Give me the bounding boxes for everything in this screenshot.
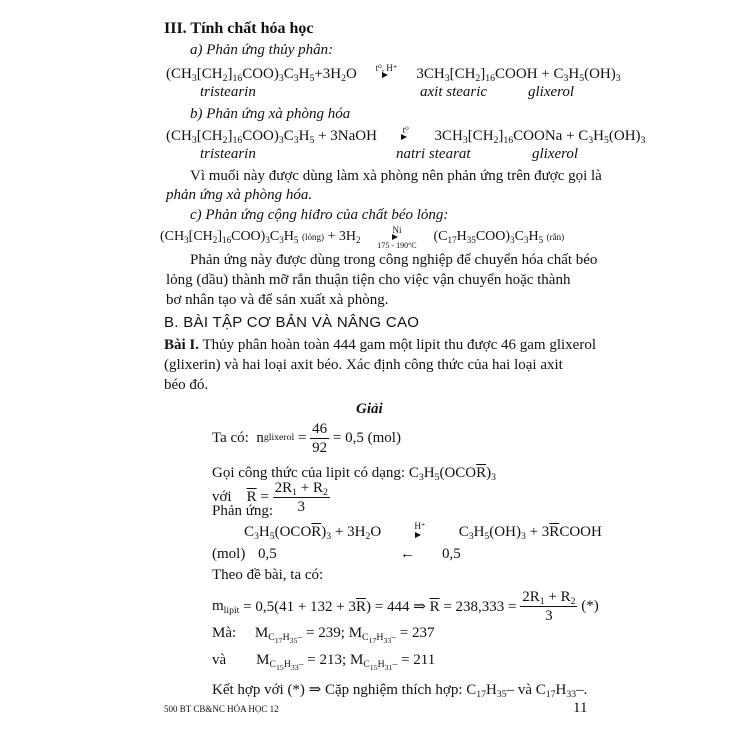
- equation-a: $(CH_3[CH_2]_{16}COO)_3C_3H_5+3H_2O$ t⁰, H⁺ $3CH_3[CH_2]_{16}COOH + C_3H_5(OH)_3$: [166, 62, 621, 84]
- solution-title: Giải: [356, 401, 383, 417]
- theo-de-bai: Theo đề bài, ta có:: [212, 567, 324, 583]
- bai1-line-2: (glixerin) và hai loại axit béo. Xác định công thức của hai loại axit: [164, 357, 563, 373]
- ket-hop-line: Kết hợp với (*) ⇒ Cặp nghiệm thích hợp: $C_{17}H_{35}-$ và $C_{17}H_{33}-$.: [212, 682, 588, 700]
- equation-c-rhs: $(C_{17}H_{35}COO)_3C_3H_5$ (rắn): [433, 229, 565, 245]
- paragraph-b-line-1: Vì muối này được dùng làm xà phòng nên phản ứng trên được gọi là: [190, 168, 602, 184]
- name-tristearin-b: tristearin: [200, 146, 256, 162]
- mol-arrow: ←: [400, 546, 415, 562]
- fraction-46-92: $\frac{46}{92}$: [312, 420, 328, 456]
- bai1-line-3: béo đó.: [164, 377, 209, 393]
- name-glixerol-b: glixerol: [532, 146, 579, 162]
- m-lipit-equation: $m_{lipit}$ = $0,5(41 + 132 + 3\overline{R}) = 444$ ⇒ $\overline{R} = 238,333$ = $\frac{2R_1 + R_2}{3}$ (*): [212, 588, 599, 624]
- equation-b-rhs: $3CH_3[CH_2]_{16}COONa + C_3H_5(OH)_3$: [434, 128, 646, 146]
- bai1-line-1: Bài I. Thủy phân hoàn toàn 444 gam một lipit thu được 46 gam glixerol: [164, 337, 597, 353]
- phan-ung-label: Phản ứng:: [212, 503, 274, 519]
- mol-label: (mol): [212, 546, 246, 562]
- paragraph-b-line-2: phản ứng xà phòng hóa.: [166, 187, 313, 203]
- paragraph-c-line-1: Phản ứng này được dùng trong công nghiệp để chuyển hóa chất béo: [190, 252, 598, 268]
- mol-left: 0,5: [258, 546, 277, 562]
- name-natri-stearat: natri stearat: [396, 146, 471, 162]
- ma-line: Mà: $M_{C_{17}H_{35}-} = 239$; $M_{C_{17}H_{33}-} = 237$: [212, 625, 435, 645]
- footer-book-title: 500 BT CB&NC HÓA HỌC 12: [164, 704, 279, 714]
- paragraph-c-line-2: lỏng (dầu) thành mỡ rắn thuận tiện cho việc vận chuyển hoặc thành: [166, 272, 571, 288]
- fraction-r-mean-2: $\frac{2R_1 + R_2}{3}$: [522, 588, 576, 624]
- name-glixerol-a: glixerol: [528, 84, 575, 100]
- equation-b-lhs: $(CH_3[CH_2]_{16}COO)_3C_3H_5$ + 3NaOH: [166, 128, 377, 146]
- heading-b: b) Phản ứng xà phòng hóa: [190, 106, 351, 122]
- name-tristearin-a: tristearin: [200, 84, 256, 100]
- paragraph-c-line-3: bơ nhân tạo và để sản xuất xà phòng.: [166, 292, 389, 308]
- r-bar-definition: với $\overline{R}$ = $\frac{2R_1 + R_2}{3}$: [212, 479, 328, 515]
- hydrolysis-equation: $C_3H_5(OCO\overline{R})_3 + 3H_2O$ H⁺ $C_3H_5(OH)_3$ + $3\overline{R}COOH$: [244, 520, 602, 542]
- page-number: 11: [573, 700, 588, 716]
- equation-a-rhs: $3CH_3[CH_2]_{16}COOH + C_3H_5(OH)_3$: [416, 66, 621, 84]
- bai1-label: Bài I.: [164, 337, 200, 353]
- lipit-formula-line: Gọi công thức của lipit có dạng: $C_3H_5(OCO\overline{R})_3$: [212, 465, 497, 483]
- section-title: III. Tính chất hóa học: [164, 20, 314, 37]
- equation-b: $(CH_3[CH_2]_{16}COO)_3C_3H_5$ + 3NaOH t⁰ $3CH_3[CH_2]_{16}COONa + C_3H_5(OH)_3$: [166, 124, 646, 146]
- equation-c-lhs: $(CH_3[CH_2]_{16}COO)_3C_3H_5$ (lỏng) + $3H_2$: [160, 229, 361, 245]
- n-glixerol-line: Ta có: n glixerol = $\frac{46}{92}$ = 0,5 (mol): [212, 420, 401, 456]
- part-b-title: B. BÀI TẬP CƠ BẢN VÀ NÂNG CAO: [164, 314, 420, 331]
- fraction-r-mean: $\frac{2R_1 + R_2}{3}$: [274, 479, 328, 515]
- va-line: và $M_{C_{15}H_{33}-} = 213$; $M_{C_{15}H_{31}-} = 211$: [212, 652, 436, 672]
- name-axit-stearic: axit stearic: [420, 84, 488, 100]
- heading-a: a) Phản ứng thủy phân:: [190, 42, 334, 58]
- heading-c: c) Phản ứng cộng hiđro của chất béo lỏng:: [190, 207, 449, 223]
- equation-a-lhs: $(CH_3[CH_2]_{16}COO)_3C_3H_5+3H_2O$: [166, 66, 357, 84]
- equation-c: $(CH_3[CH_2]_{16}COO)_3C_3H_5$ (lỏng) + $3H_2$ Ni 175 - 190°C $(C_{17}H_{35}COO)_3C_3H_5$ (rắn): [160, 224, 565, 250]
- mol-right: 0,5: [442, 546, 461, 562]
